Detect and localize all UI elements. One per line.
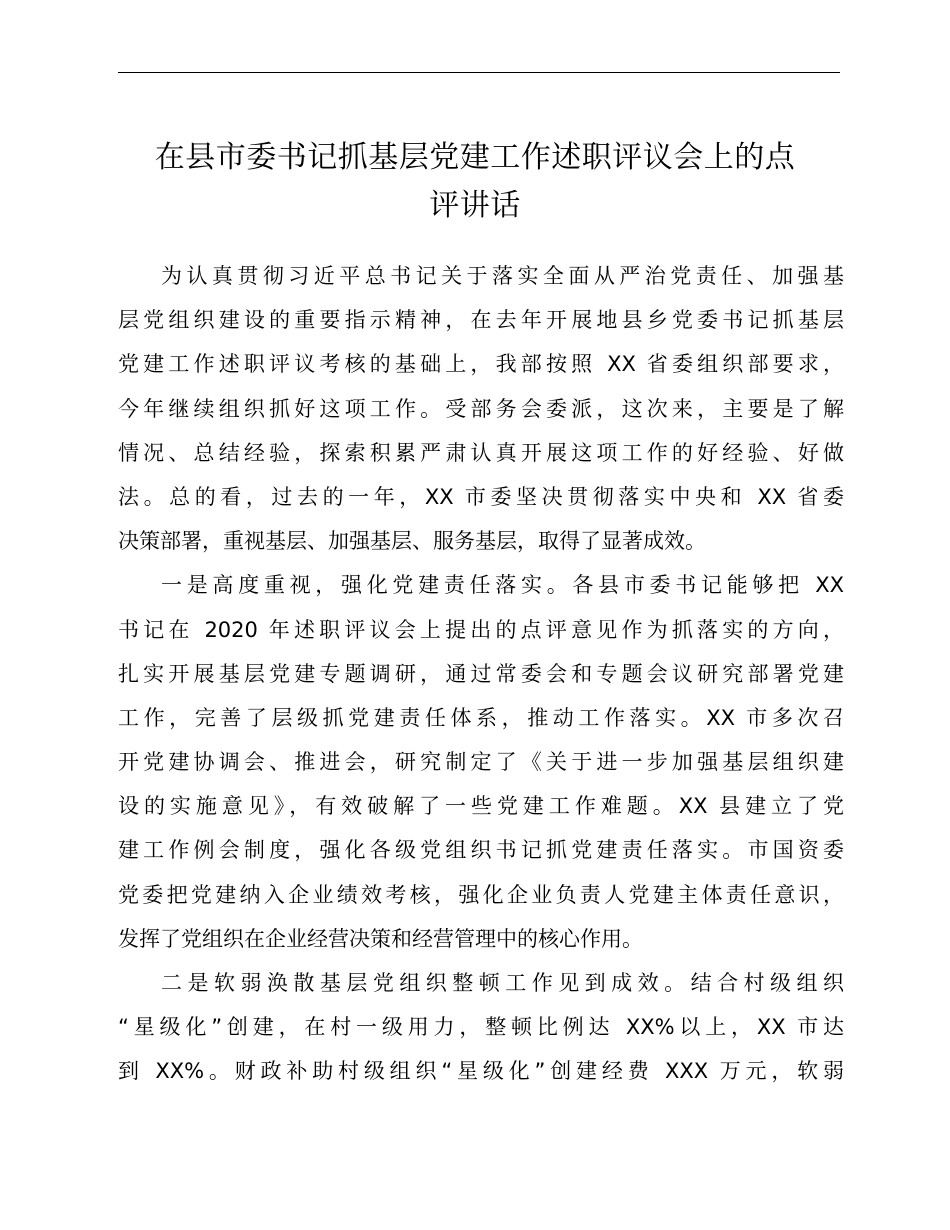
paragraph-line: 层党组织建设的重要指示精神，在去年开展地县乡党委书记抓基层	[118, 308, 844, 333]
paragraph-line: 法。总的看，过去的一年，XX 市委坚决贯彻落实中央和 XX 省委	[118, 484, 844, 509]
paragraph-line: 书记在 2020 年述职评议会上提出的点评意见作为抓落实的方向，	[118, 617, 844, 642]
paragraph-line: 设的实施意见》，有效破解了一些党建工作难题。XX 县建立了党	[118, 794, 844, 819]
document-body	[118, 254, 844, 1094]
paragraph-line: 二是软弱涣散基层党组织整顿工作见到成效。结合村级组织	[161, 971, 844, 995]
paragraph-line: 情况、总结经验，探索积累严肃认真开展这项工作的好经验、好做	[118, 440, 844, 465]
paragraph	[118, 254, 844, 563]
paragraph-line: 扎实开展基层党建专题调研，通过常委会和专题会议研究部署党建	[118, 661, 844, 686]
paragraph-line: 决策部署，重视基层、加强基层、服务基层，取得了显著成效。	[118, 529, 706, 554]
document-title	[110, 134, 840, 230]
paragraph-line: 开党建协调会、推进会，研究制定了《关于进一步加强基层组织建	[118, 750, 844, 775]
paragraph-line: 党建工作述职评议考核的基础上，我部按照 XX 省委组织部要求，	[118, 352, 844, 377]
paragraph-line: 发挥了党组织在企业经营决策和经营管理中的核心作用。	[118, 926, 643, 951]
paragraph-line: 党委把党建纳入企业绩效考核，强化企业负责人党建主体责任意识，	[118, 882, 844, 907]
paragraph-line: 建工作例会制度，强化各级党组织书记抓党建责任落实。市国资委	[118, 838, 844, 863]
header-rule	[118, 72, 840, 73]
title-line: 在县市委书记抓基层党建工作述职评议会上的点	[154, 140, 796, 175]
paragraph-line: “星级化”创建，在村一级用力，整顿比例达 XX%以上，XX 市达	[118, 1015, 844, 1040]
paragraph-line: 为认真贯彻习近平总书记关于落实全面从严治党责任、加强基	[161, 264, 844, 288]
title-line: 评讲话	[429, 188, 521, 223]
paragraph-line: 今年继续组织抓好这项工作。受部务会委派，这次来，主要是了解	[118, 396, 844, 421]
paragraph	[118, 563, 844, 961]
paragraph	[118, 961, 844, 1094]
paragraph-line: 工作，完善了层级抓党建责任体系，推动工作落实。XX 市多次召	[118, 705, 844, 730]
paragraph-line: 到 XX%。财政补助村级组织“星级化”创建经费 XXX 万元，软弱	[118, 1059, 844, 1084]
paragraph-line: 一是高度重视，强化党建责任落实。各县市委书记能够把 XX	[161, 573, 844, 598]
